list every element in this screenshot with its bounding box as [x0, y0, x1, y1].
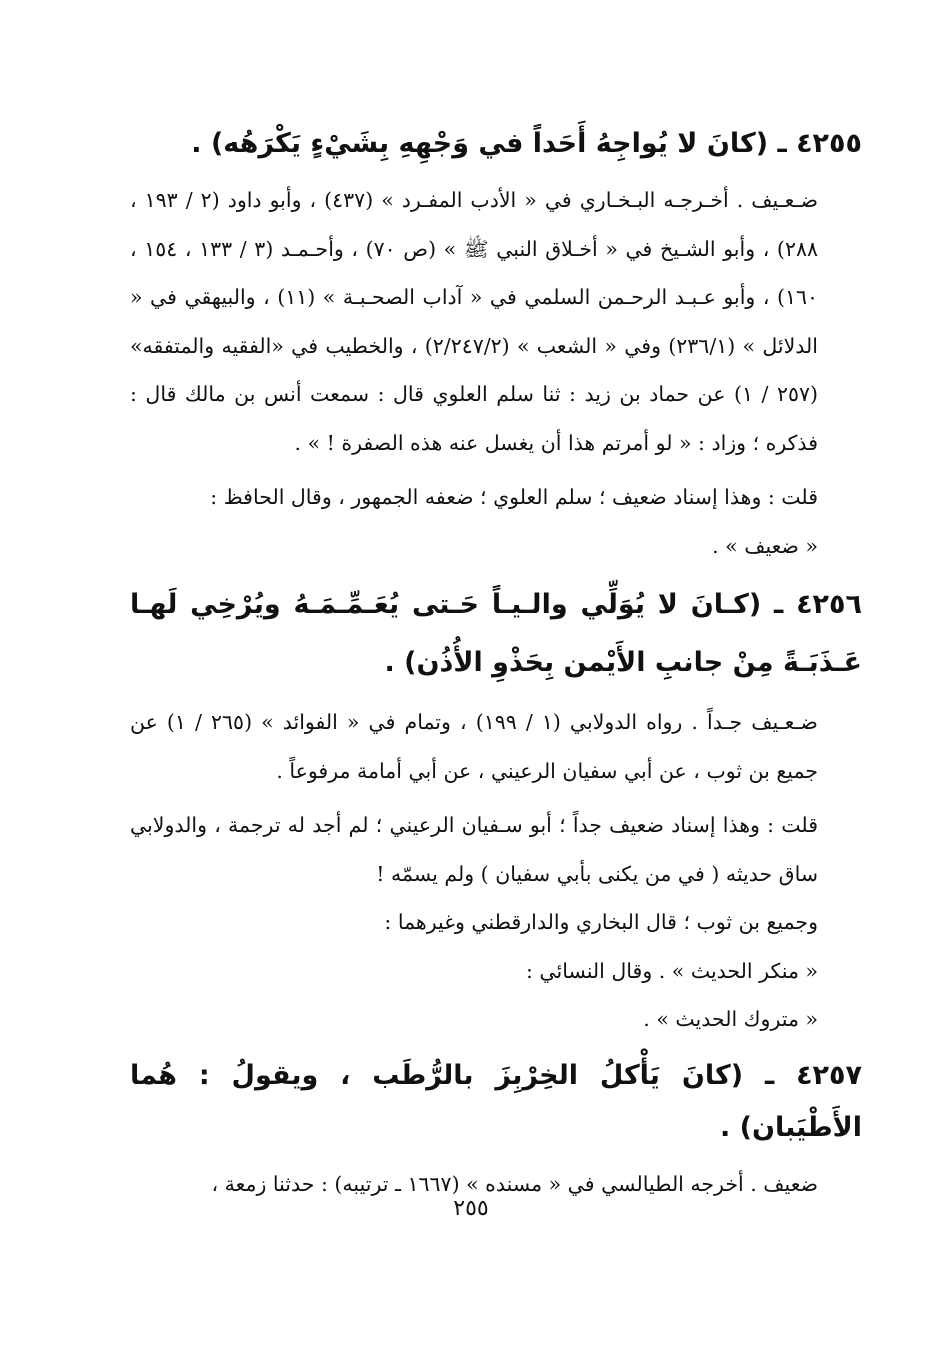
entry-heading: ٤٢٥٥ ـ (كانَ لا يُواجِهُ أَحَداً في وَجْهِهِ بِشَيْءٍ يَكْرَهُه) .: [191, 128, 862, 159]
entry-heading: ٤٢٥٦ ـ (كـانَ لا يُوَلِّي والـيـاً حَـتى يُعَـمِّـمَـهُ ويُرْخِي لَهـا عَـذَبَـةً مِنْ جانبِ الأَيْمن بِحَذْوِ الأُذُن) .: [130, 589, 862, 678]
comment-paragraph: قلت : وهذا إسناد ضعيف ؛ سلم العلوي ؛ ضعفه الجمهور ، وقال الحافظ :: [210, 485, 818, 509]
takhrij-paragraph: ضـعـيف . أخـرجـه البـخـاري في « الأدب المفـرد » (٤٣٧) ، وأبو داود (٢ / ١٩٣ ، ٢٨٨) ، وأبو الشـيخ في « أخـلاق النبي ﷺ » (ص ٧٠) ، وأحـمـد (٣ / ١٣٣ ، ١٥٤ ، ١٦٠) ، وأبو عـبـد الرحـمن السلمي في « آداب الصحـبـة » (١١) ، والبيهقي في « الدلائل » (٢٣٦/١) وفي « الشعب » (٢/٢٤٧/٢) ، والخطيب في «الفقيه والمتفقه» (٢٥٧ / ١) عن حماد بن زيد : ثنا سلم العلوي قال : سمعت أنس بن مالك قال : فذكره ؛ وزاد : « لو أمرتم هذا أن يغسل عنه هذه الصفرة ! » .: [130, 188, 819, 455]
comment-paragraph: قلت : وهذا إسناد ضعيف جداً ؛ أبو سـفيان الرعيني ؛ لم أجد له ترجمة ، والدولابي ساق حديثه ( في من يكنى بأبي سفيان ) ولم يسمّه !: [130, 813, 818, 886]
takhrij-paragraph: ضعيف . أخرجه الطيالسي في « مسنده » (١٦٦٧ ـ ترتيبه) : حدثنا زمعة ،: [211, 1171, 818, 1196]
quote-paragraph: « منكر الحديث » . وقال النسائي :: [526, 958, 818, 983]
hadith-entry-4255: [130, 118, 862, 570]
takhrij-paragraph: ضـعـيف جـداً . رواه الدولابي (١ / ١٩٩) ، وتمام في « الفوائد » (٢٦٥ / ١) عن جميع بن ثوب ، عن أبي سفيان الرعيني ، عن أبي أمامة مرفوعاً .: [130, 710, 818, 783]
page-body: [130, 118, 862, 1208]
hadith-entry-4256: [130, 576, 862, 1044]
quote-paragraph: « ضعيف » .: [712, 533, 818, 558]
quote-paragraph: « متروك الحديث » .: [643, 1007, 818, 1031]
hadith-entry-4257: [130, 1050, 862, 1209]
narrator-paragraph: وجميع بن ثوب ؛ قال البخاري والدارقطني وغيرهما :: [384, 910, 818, 934]
entry-heading: ٤٢٥٧ ـ (كانَ يَأْكلُ الخِرْبِزَ بالرُّطَب ، ويقولُ : هُما الأَطْيَبان) .: [130, 1059, 862, 1143]
page-number: ٢٥٥: [453, 1196, 489, 1221]
